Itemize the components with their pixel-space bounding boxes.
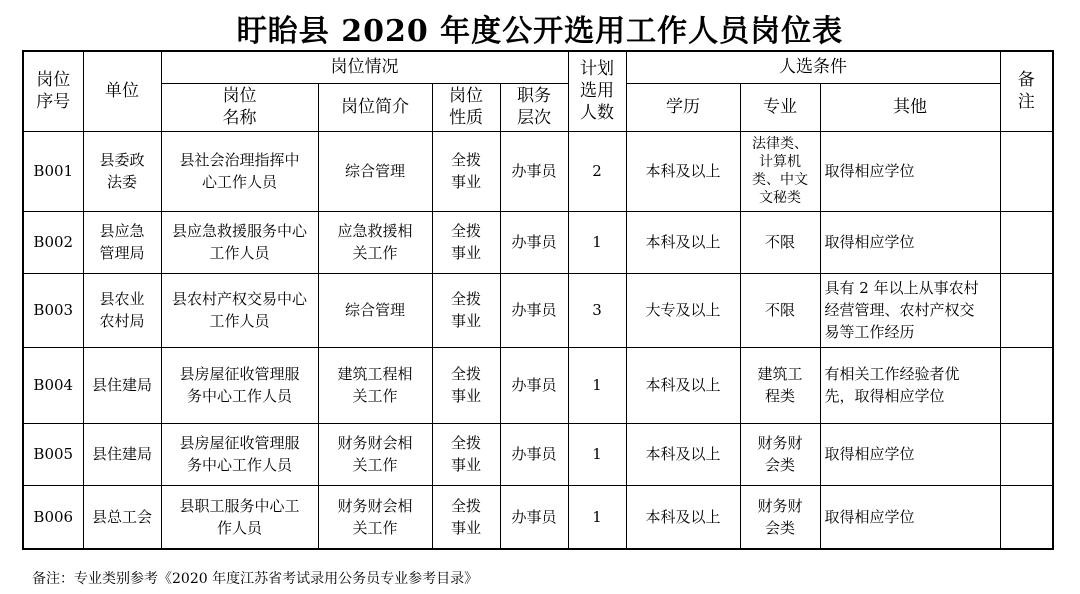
cell-code: B006 — [23, 485, 83, 549]
post-table — [22, 50, 1054, 550]
cell-remark — [1000, 131, 1053, 211]
cell-post-intro: 财务财会相 关工作 — [318, 423, 432, 485]
header-job-level: 职务 层次 — [500, 83, 568, 131]
cell-nature: 全拨 事业 — [432, 347, 500, 423]
cell-remark — [1000, 423, 1053, 485]
cell-level: 办事员 — [500, 211, 568, 273]
cell-nature: 全拨 事业 — [432, 211, 500, 273]
cell-level: 办事员 — [500, 423, 568, 485]
cell-level: 办事员 — [500, 485, 568, 549]
cell-post-intro: 应急救援相 关工作 — [318, 211, 432, 273]
cell-education: 本科及以上 — [626, 131, 740, 211]
cell-post-name: 县房屋征收管理服 务中心工作人员 — [161, 347, 318, 423]
cell-count: 1 — [568, 485, 626, 549]
cell-post-intro: 财务财会相 关工作 — [318, 485, 432, 549]
cell-count: 2 — [568, 131, 626, 211]
header-requirements: 人选条件 — [626, 51, 1000, 83]
cell-code: B005 — [23, 423, 83, 485]
cell-level: 办事员 — [500, 347, 568, 423]
cell-code: B002 — [23, 211, 83, 273]
cell-other: 取得相应学位 — [820, 211, 1000, 273]
header-post-name: 岗位 名称 — [161, 83, 318, 131]
cell-post-name: 县社会治理指挥中 心工作人员 — [161, 131, 318, 211]
cell-unit: 县住建局 — [83, 423, 161, 485]
cell-education: 本科及以上 — [626, 347, 740, 423]
header-major: 专业 — [740, 83, 820, 131]
cell-major: 不限 — [740, 211, 820, 273]
cell-remark — [1000, 347, 1053, 423]
table-row — [23, 347, 1053, 423]
cell-other: 取得相应学位 — [820, 485, 1000, 549]
header-post-nature: 岗位 性质 — [432, 83, 500, 131]
header-plan-count: 计划 选用 人数 — [568, 51, 626, 131]
cell-post-intro: 综合管理 — [318, 273, 432, 347]
cell-nature: 全拨 事业 — [432, 423, 500, 485]
cell-education: 大专及以上 — [626, 273, 740, 347]
cell-count: 1 — [568, 211, 626, 273]
cell-major: 不限 — [740, 273, 820, 347]
cell-other: 取得相应学位 — [820, 131, 1000, 211]
cell-major: 财务财 会类 — [740, 485, 820, 549]
cell-count: 3 — [568, 273, 626, 347]
cell-unit: 县农业 农村局 — [83, 273, 161, 347]
page-title: 盱眙县 2020 年度公开选用工作人员岗位表 — [236, 14, 844, 49]
cell-major: 建筑工 程类 — [740, 347, 820, 423]
cell-nature: 全拨 事业 — [432, 131, 500, 211]
header-remark: 备 注 — [1000, 51, 1053, 131]
cell-unit: 县住建局 — [83, 347, 161, 423]
cell-nature: 全拨 事业 — [432, 273, 500, 347]
cell-code: B001 — [23, 131, 83, 211]
header-post-info: 岗位情况 — [161, 51, 568, 83]
cell-post-name: 县职工服务中心工 作人员 — [161, 485, 318, 549]
cell-post-intro: 综合管理 — [318, 131, 432, 211]
table-row — [23, 131, 1053, 211]
cell-remark — [1000, 211, 1053, 273]
cell-count: 1 — [568, 347, 626, 423]
table-row — [23, 423, 1053, 485]
header-other: 其他 — [820, 83, 1000, 131]
cell-unit: 县应急 管理局 — [83, 211, 161, 273]
cell-major: 法律类、 计算机 类、中文 文秘类 — [740, 131, 820, 211]
cell-unit: 县委政 法委 — [83, 131, 161, 211]
cell-education: 本科及以上 — [626, 211, 740, 273]
cell-education: 本科及以上 — [626, 423, 740, 485]
cell-remark — [1000, 485, 1053, 549]
cell-remark — [1000, 273, 1053, 347]
cell-other: 具有 2 年以上从事农村 经营管理、农村产权交 易等工作经历 — [820, 273, 1000, 347]
cell-post-name: 县应急救援服务中心 工作人员 — [161, 211, 318, 273]
cell-major: 财务财 会类 — [740, 423, 820, 485]
cell-other: 有相关工作经验者优 先，取得相应学位 — [820, 347, 1000, 423]
cell-code: B003 — [23, 273, 83, 347]
cell-post-name: 县房屋征收管理服 务中心工作人员 — [161, 423, 318, 485]
header-post-code: 岗位 序号 — [23, 51, 83, 131]
footnote: 备注：专业类别参考《2020 年度江苏省考试录用公务员专业参考目录》 — [32, 571, 479, 587]
cell-other: 取得相应学位 — [820, 423, 1000, 485]
cell-unit: 县总工会 — [83, 485, 161, 549]
header-education: 学历 — [626, 83, 740, 131]
cell-education: 本科及以上 — [626, 485, 740, 549]
cell-post-name: 县农村产权交易中心 工作人员 — [161, 273, 318, 347]
header-unit: 单位 — [83, 51, 161, 131]
cell-nature: 全拨 事业 — [432, 485, 500, 549]
table-row — [23, 485, 1053, 549]
table-row — [23, 211, 1053, 273]
cell-level: 办事员 — [500, 273, 568, 347]
cell-level: 办事员 — [500, 131, 568, 211]
header-post-intro: 岗位简介 — [318, 83, 432, 131]
cell-post-intro: 建筑工程相 关工作 — [318, 347, 432, 423]
cell-count: 1 — [568, 423, 626, 485]
cell-code: B004 — [23, 347, 83, 423]
table-row — [23, 273, 1053, 347]
